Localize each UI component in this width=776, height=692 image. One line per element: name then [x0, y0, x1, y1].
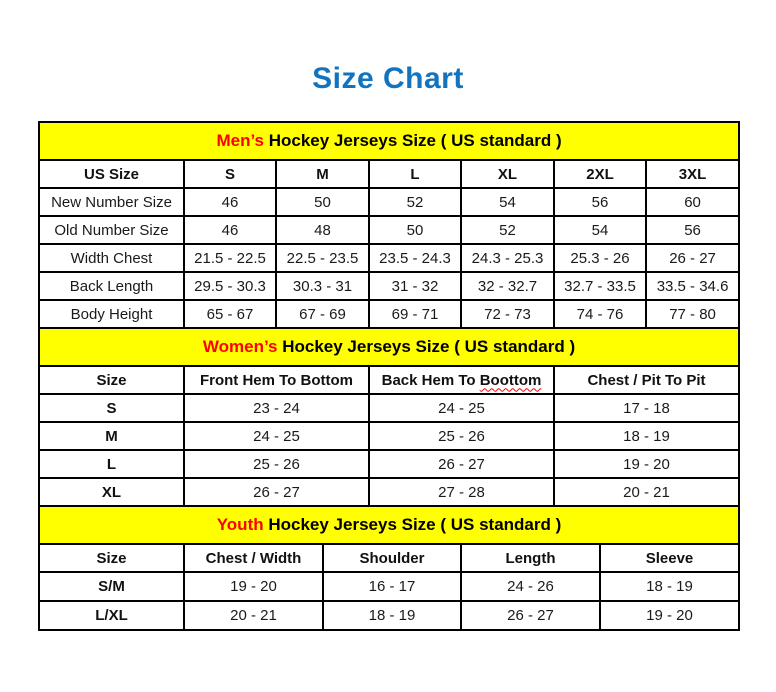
- size-cell: 21.5 - 22.5: [184, 244, 276, 272]
- mens-column-header: US Size: [39, 160, 184, 188]
- size-chart-page: [0, 60, 776, 631]
- size-cell: 18 - 19: [323, 601, 461, 630]
- size-cell: 32 - 32.7: [461, 272, 554, 300]
- size-chart-tables: [38, 121, 738, 631]
- row-label: New Number Size: [39, 188, 184, 216]
- size-cell: 24 - 25: [369, 394, 554, 422]
- womens-band-highlight: Women’s: [202, 337, 278, 356]
- size-cell: 26 - 27: [369, 450, 554, 478]
- youth-table-row: [39, 601, 739, 630]
- row-label: M: [39, 422, 184, 450]
- row-label: Body Height: [39, 300, 184, 328]
- mens-table-row: [39, 272, 739, 300]
- size-cell: 46: [184, 216, 276, 244]
- youth-section-band: [39, 506, 739, 544]
- mens-size-table: [38, 121, 740, 329]
- size-cell: 77 - 80: [646, 300, 739, 328]
- size-cell: 23 - 24: [184, 394, 369, 422]
- mens-table-row: [39, 300, 739, 328]
- size-cell: 17 - 18: [554, 394, 739, 422]
- size-cell: 25 - 26: [369, 422, 554, 450]
- size-cell: 19 - 20: [600, 601, 739, 630]
- mens-band-rest: Hockey Jerseys Size ( US standard ): [264, 131, 562, 150]
- womens-column-header: Front Hem To Bottom: [184, 366, 369, 394]
- mens-column-header: S: [184, 160, 276, 188]
- size-cell: 25.3 - 26: [554, 244, 646, 272]
- mens-column-header: 2XL: [554, 160, 646, 188]
- size-cell: 24 - 26: [461, 572, 600, 601]
- mens-table-row: [39, 216, 739, 244]
- row-label: S: [39, 394, 184, 422]
- size-cell: 50: [276, 188, 369, 216]
- size-cell: 19 - 20: [184, 572, 323, 601]
- youth-column-header: Sleeve: [600, 544, 739, 572]
- size-cell: 72 - 73: [461, 300, 554, 328]
- size-cell: 18 - 19: [600, 572, 739, 601]
- youth-column-header: Shoulder: [323, 544, 461, 572]
- size-cell: 69 - 71: [369, 300, 461, 328]
- womens-column-header: Back Hem To Boottom: [369, 366, 554, 394]
- womens-column-header: Size: [39, 366, 184, 394]
- mens-band-highlight: Men’s: [216, 131, 264, 150]
- row-label: XL: [39, 478, 184, 506]
- row-label: S/M: [39, 572, 184, 601]
- womens-table-row: [39, 394, 739, 422]
- size-cell: 23.5 - 24.3: [369, 244, 461, 272]
- size-cell: 48: [276, 216, 369, 244]
- womens-size-table: [38, 327, 740, 507]
- youth-band-highlight: Youth: [216, 515, 264, 534]
- mens-column-header: 3XL: [646, 160, 739, 188]
- size-cell: 52: [369, 188, 461, 216]
- size-cell: 22.5 - 23.5: [276, 244, 369, 272]
- youth-column-header: Size: [39, 544, 184, 572]
- mens-table-row: [39, 188, 739, 216]
- size-cell: 50: [369, 216, 461, 244]
- size-cell: 20 - 21: [554, 478, 739, 506]
- youth-size-table: [38, 505, 740, 631]
- size-cell: 54: [461, 188, 554, 216]
- size-cell: 18 - 19: [554, 422, 739, 450]
- youth-table-row: [39, 572, 739, 601]
- womens-band-rest: Hockey Jerseys Size ( US standard ): [277, 337, 576, 356]
- size-cell: 26 - 27: [646, 244, 739, 272]
- size-cell: 33.5 - 34.6: [646, 272, 739, 300]
- womens-column-header: Chest / Pit To Pit: [554, 366, 739, 394]
- mens-section-band: [39, 122, 739, 160]
- mens-column-header: M: [276, 160, 369, 188]
- size-cell: 46: [184, 188, 276, 216]
- size-cell: 24.3 - 25.3: [461, 244, 554, 272]
- row-label: Back Length: [39, 272, 184, 300]
- size-cell: 30.3 - 31: [276, 272, 369, 300]
- mens-column-header: L: [369, 160, 461, 188]
- size-cell: 26 - 27: [461, 601, 600, 630]
- size-cell: 74 - 76: [554, 300, 646, 328]
- size-cell: 26 - 27: [184, 478, 369, 506]
- size-cell: 54: [554, 216, 646, 244]
- mens-table-row: [39, 244, 739, 272]
- size-cell: 56: [554, 188, 646, 216]
- womens-table-row: [39, 422, 739, 450]
- womens-table-row: [39, 450, 739, 478]
- size-cell: 65 - 67: [184, 300, 276, 328]
- size-cell: 19 - 20: [554, 450, 739, 478]
- size-cell: 27 - 28: [369, 478, 554, 506]
- size-cell: 24 - 25: [184, 422, 369, 450]
- size-cell: 25 - 26: [184, 450, 369, 478]
- row-label: L/XL: [39, 601, 184, 630]
- misspelled-word: Boottom: [479, 371, 542, 389]
- womens-section-band: [39, 328, 739, 366]
- youth-band-rest: Hockey Jerseys Size ( US standard ): [263, 515, 562, 534]
- row-label: Old Number Size: [39, 216, 184, 244]
- size-cell: 20 - 21: [184, 601, 323, 630]
- page-title: Size Chart: [312, 62, 464, 95]
- size-cell: 67 - 69: [276, 300, 369, 328]
- size-cell: 56: [646, 216, 739, 244]
- row-label: L: [39, 450, 184, 478]
- size-cell: 32.7 - 33.5: [554, 272, 646, 300]
- youth-column-header: Length: [461, 544, 600, 572]
- youth-column-header: Chest / Width: [184, 544, 323, 572]
- size-cell: 29.5 - 30.3: [184, 272, 276, 300]
- womens-table-row: [39, 478, 739, 506]
- size-cell: 52: [461, 216, 554, 244]
- size-cell: 16 - 17: [323, 572, 461, 601]
- size-cell: 60: [646, 188, 739, 216]
- mens-column-header: XL: [461, 160, 554, 188]
- size-cell: 31 - 32: [369, 272, 461, 300]
- row-label: Width Chest: [39, 244, 184, 272]
